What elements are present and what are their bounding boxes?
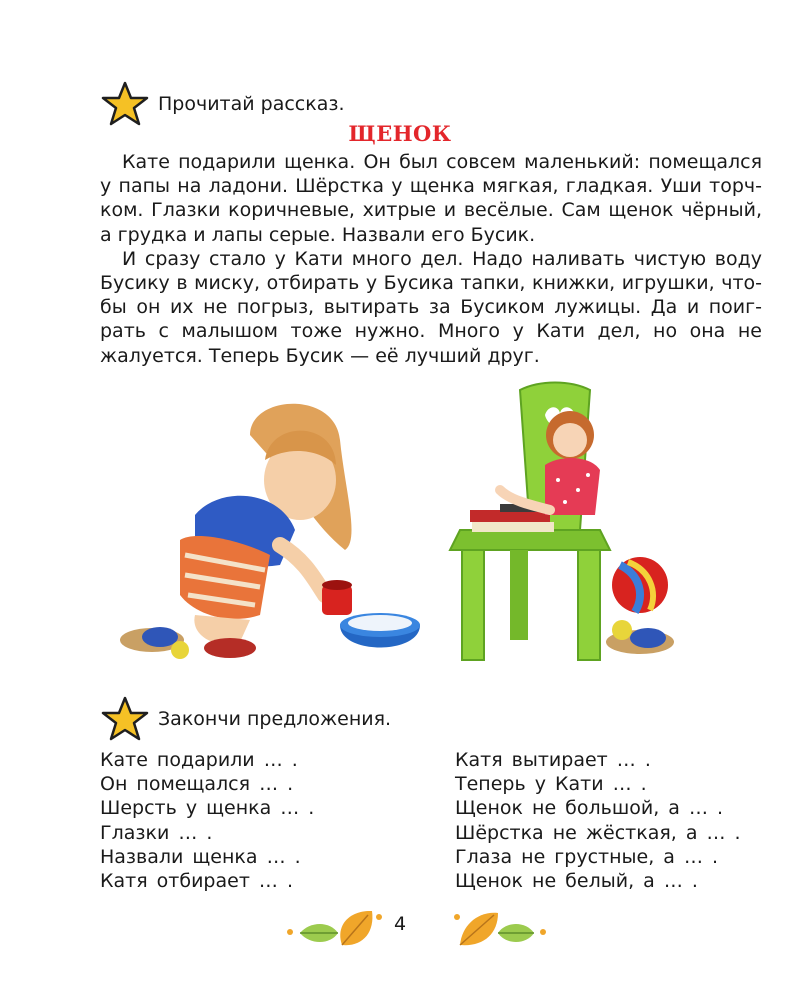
story-line: а грудка и лапы серые. Назвали его Бусик.	[100, 223, 536, 246]
cup-icon	[322, 580, 352, 615]
page-number: 4	[393, 913, 407, 935]
task-instruction: Закончи предложения.	[158, 708, 392, 730]
story-line: бы он их не погрыз, вытирать за Бусиком лужицы. Да и поиг-	[100, 296, 762, 319]
sentences-right	[455, 748, 741, 893]
story-paragraph	[100, 150, 762, 247]
slipper-icon	[120, 627, 189, 659]
sentence: Кате подарили … .	[100, 749, 298, 771]
sentence: Щенок не белый, а … .	[455, 870, 698, 893]
task-instruction: Прочитай рассказ.	[158, 93, 345, 115]
task-complete	[100, 695, 391, 743]
story-line: ком. Глазки коричневые, хитрые и весёлые. Сам щенок чёрный,	[100, 199, 762, 222]
sentence: Назвали щенка … .	[100, 845, 301, 868]
sentence: Катя вытирает … .	[455, 749, 651, 771]
story-line: Бусику в миску, отбирать у Бусика тапки, книжки, игрушки, что-	[100, 272, 762, 295]
story-line: жалуется. Теперь Бусик — её лучший друг.	[100, 344, 540, 367]
girl-figure	[180, 404, 351, 658]
sentence: Шёрстка не жёсткая, а … .	[455, 821, 741, 844]
slipper-icon	[606, 620, 674, 654]
illustration-girl-with-doll	[100, 380, 700, 680]
story-line: у папы на ладони. Шёрстка у щенка мягкая, гладкая. Уши торч-	[100, 175, 762, 198]
sentence: Щенок не большой, а … .	[455, 797, 724, 820]
bowl-icon	[340, 613, 420, 648]
sentence: Глаза не грустные, а … .	[455, 845, 719, 868]
star-icon	[100, 695, 150, 743]
story-text	[100, 150, 762, 368]
story-line: И сразу стало у Кати много дел. Надо наливать чистую воду	[122, 247, 762, 270]
story-line: рать с малышом тоже нужно. Много у Кати дел, но она не	[100, 320, 762, 343]
sentence: Он помещался … .	[100, 773, 294, 796]
sentence: Глазки … .	[100, 821, 213, 844]
sentence: Шерсть у щенка … .	[100, 797, 315, 820]
sentence: Теперь у Кати … .	[455, 773, 647, 796]
story-line: Кате подарили щенка. Он был совсем маленький: помещался	[122, 151, 762, 173]
doll-icon	[500, 411, 600, 515]
story-paragraph	[100, 247, 762, 368]
sentences-left	[100, 748, 314, 893]
story-title: ЩЕНОК	[348, 121, 452, 146]
ball-icon	[612, 557, 668, 613]
sentence: Катя отбирает … .	[100, 870, 294, 893]
